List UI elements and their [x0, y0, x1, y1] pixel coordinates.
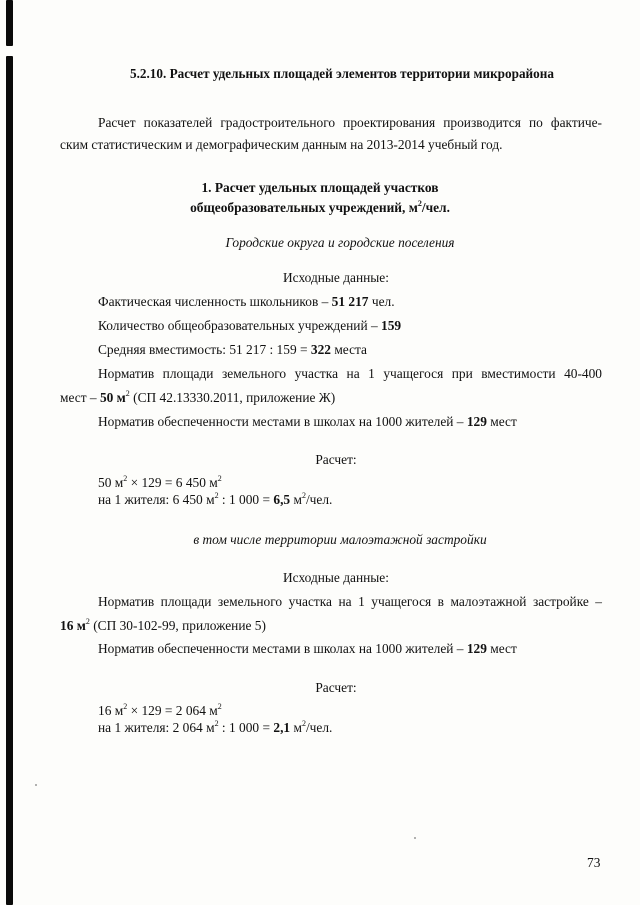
value: 322	[310, 342, 331, 357]
binding-hole-mark	[6, 652, 13, 698]
value: 159	[381, 318, 402, 333]
scan-speck	[35, 784, 37, 786]
value: 129	[466, 414, 487, 429]
binding-hole-mark	[6, 100, 13, 146]
binding-hole-mark	[6, 566, 13, 612]
title-text: /чел.	[421, 200, 450, 215]
title-text: общеобразовательных учреждений, м	[190, 200, 418, 215]
binding-hole-mark	[6, 224, 13, 270]
binding-holes	[6, 0, 18, 905]
part2-subtitle: в том числе территории малоэтажной застройки	[193, 532, 487, 547]
superscript: 2	[123, 701, 128, 711]
calc-text: м	[290, 492, 302, 507]
superscript: 2	[85, 616, 90, 626]
calc-text: на 1 жителя: 6 450 м	[98, 492, 215, 507]
land-norm-line: Норматив площади земельного участка на 1 учащегося при вместимости 40-400	[98, 366, 602, 381]
result-value: 6,5	[273, 492, 291, 507]
land-norm-line	[60, 618, 266, 634]
part1-title	[0, 200, 640, 216]
value: 16 м	[60, 618, 86, 633]
result-value: 2,1	[273, 720, 291, 735]
part1-title: 1. Расчет удельных площадей участков	[201, 180, 439, 195]
label: Количество общеобразовательных учреждений –	[98, 318, 382, 333]
binding-hole-mark	[6, 56, 13, 102]
calc-line	[98, 703, 222, 719]
binding-hole-mark	[6, 868, 13, 905]
unit: мест	[486, 641, 517, 656]
calc-text: 50 м	[98, 475, 124, 490]
binding-hole-mark	[6, 266, 13, 312]
calc-text: м	[290, 720, 302, 735]
label: Норматив обеспеченности местами в школах на 1000 жителей –	[98, 414, 467, 429]
scan-speck	[414, 837, 416, 839]
superscript: 2	[417, 198, 422, 208]
calc-text: : 1 000 =	[218, 720, 274, 735]
calc-text: /чел.	[305, 720, 333, 735]
calc-label: Расчет:	[315, 452, 357, 467]
value: 129	[466, 641, 487, 656]
intro-line: ским статистическим и демографическим данным на 2013-2014 учебный год.	[60, 137, 503, 152]
calc-text: на 1 жителя: 2 064 м	[98, 720, 215, 735]
superscript: 2	[214, 718, 219, 728]
superscript: 2	[214, 490, 219, 500]
reference: (СП 42.13330.2011, приложение Ж)	[129, 390, 336, 405]
binding-hole-mark	[6, 782, 13, 828]
calc-text: × 129 = 6 450 м	[127, 475, 218, 490]
unit: места	[330, 342, 367, 357]
superscript: 2	[217, 701, 222, 711]
label: мест –	[60, 390, 100, 405]
superscript: 2	[125, 388, 130, 398]
binding-hole-mark	[6, 524, 13, 570]
input-data-label: Исходные данные:	[283, 570, 389, 585]
page-number: 73	[587, 855, 601, 870]
calc-text: : 1 000 =	[218, 492, 274, 507]
calc-text: 16 м	[98, 703, 124, 718]
section-heading: 5.2.10. Расчет удельных площадей элементов территории микрорайона	[130, 66, 554, 81]
superscript: 2	[301, 718, 306, 728]
binding-hole-mark	[6, 694, 13, 740]
intro-line: Расчет показателей градостроительного проектирования производится по фактиче-	[98, 115, 602, 130]
unit: мест	[486, 414, 517, 429]
superscript: 2	[123, 473, 128, 483]
binding-hole-mark	[6, 436, 13, 482]
binding-hole-mark	[6, 0, 13, 46]
unit: чел.	[368, 294, 395, 309]
label: Средняя вместимость: 51 217 : 159 =	[98, 342, 311, 357]
calc-text: × 129 = 2 064 м	[127, 703, 218, 718]
part1-subtitle: Городские округа и городские поселения	[225, 235, 455, 250]
places-norm-line	[98, 641, 517, 657]
binding-hole-mark	[6, 738, 13, 784]
label: Фактическая численность школьников –	[98, 294, 332, 309]
calc-text: /чел.	[305, 492, 333, 507]
binding-hole-mark	[6, 352, 13, 398]
students-count-line	[98, 294, 395, 310]
superscript: 2	[217, 473, 222, 483]
label: Норматив обеспеченности местами в школах на 1000 жителей –	[98, 641, 467, 656]
schools-count-line	[98, 318, 401, 334]
value: 51 217	[331, 294, 369, 309]
calc-label: Расчет:	[315, 680, 357, 695]
binding-hole-mark	[6, 608, 13, 654]
capacity-line	[98, 342, 367, 358]
binding-hole-mark	[6, 394, 13, 440]
superscript: 2	[301, 490, 306, 500]
binding-hole-mark	[6, 480, 13, 526]
places-norm-line	[98, 414, 517, 430]
land-norm-line: Норматив площади земельного участка на 1 учащегося в малоэтажной застройке –	[98, 594, 602, 609]
land-norm-line	[60, 390, 335, 406]
binding-hole-mark	[6, 310, 13, 356]
calc-line	[98, 492, 332, 508]
binding-hole-mark	[6, 826, 13, 872]
calc-line	[98, 720, 332, 736]
value: 50 м	[99, 390, 126, 405]
calc-line	[98, 475, 222, 491]
reference: (СП 30-102-99, приложение 5)	[89, 618, 266, 633]
input-data-label: Исходные данные:	[283, 270, 389, 285]
